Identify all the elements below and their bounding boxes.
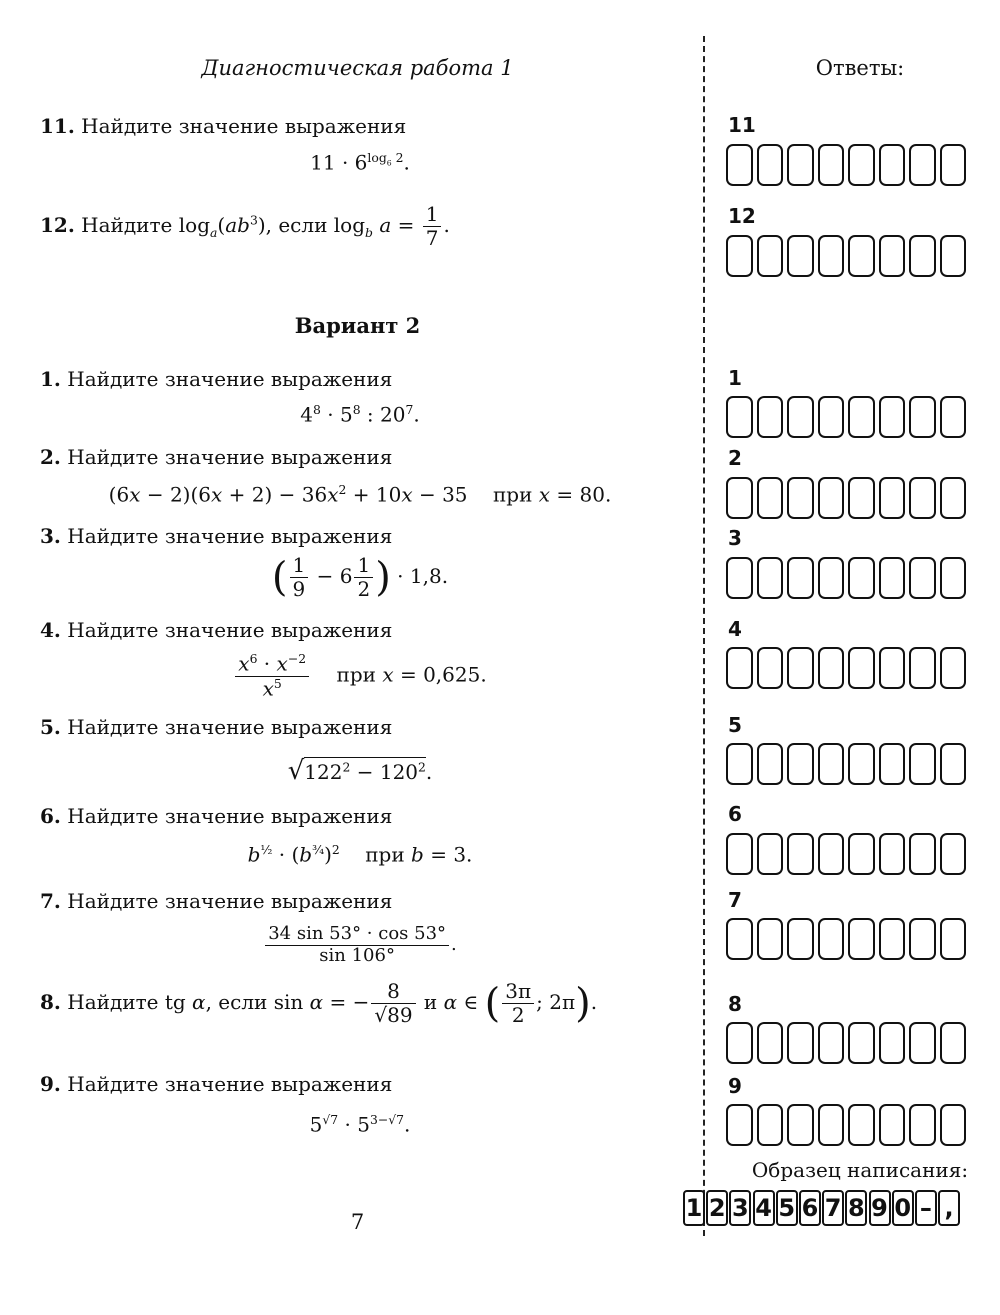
answer-cell[interactable] [879,1104,906,1146]
answer-field-12[interactable] [726,235,970,277]
answer-field-2[interactable] [726,477,970,519]
answer-cell[interactable] [787,833,814,875]
answer-cell[interactable] [787,144,814,186]
answer-cell[interactable] [909,1104,936,1146]
answer-cell[interactable] [879,235,906,277]
answer-cell[interactable] [879,396,906,438]
answer-label: 6 [728,802,742,826]
answer-cell[interactable] [848,1104,875,1146]
answer-cell[interactable] [909,144,936,186]
answer-cell[interactable] [757,144,784,186]
answer-cell[interactable] [940,144,967,186]
answer-cell[interactable] [818,557,845,599]
problem-number: 11. [40,114,75,138]
answer-cell[interactable] [757,1022,784,1064]
problem-text: Найдите значение выражения [67,804,393,828]
problem-text: Найдите значение выражения [67,445,393,469]
answer-cell[interactable] [818,396,845,438]
problem-text: Найдите значение выражения [67,889,393,913]
problem-number: 12. [40,213,75,237]
dashed-divider [703,36,705,1236]
answer-cell[interactable] [726,1022,753,1064]
sample-title: Образец написания: [751,1158,969,1182]
answer-cell[interactable] [848,396,875,438]
answer-label: 7 [728,888,742,912]
answer-cell[interactable] [757,1104,784,1146]
sample-glyph: , [938,1190,960,1226]
answer-cell[interactable] [787,918,814,960]
answer-cell[interactable] [818,918,845,960]
answer-cell[interactable] [879,743,906,785]
answer-cell[interactable] [726,557,753,599]
answer-cell[interactable] [818,235,845,277]
sample-glyph: 9 [869,1190,891,1226]
answer-cell[interactable] [757,918,784,960]
answer-cell[interactable] [879,1022,906,1064]
answer-cell[interactable] [848,647,875,689]
answer-label: 8 [728,992,742,1016]
problem-text: Найдите значение выражения [67,367,393,391]
answer-cell[interactable] [757,743,784,785]
answer-cell[interactable] [879,557,906,599]
sample-digits [683,1190,961,1226]
answer-cell[interactable] [909,1022,936,1064]
answer-label: 9 [728,1074,742,1098]
answer-cell[interactable] [726,647,753,689]
answer-cell[interactable] [879,833,906,875]
problem-9-expression: $5^{√7} \cdot 5^{3-√7}$. [309,1112,411,1137]
answer-label: 5 [728,713,742,737]
answer-label: 12 [728,204,756,228]
answer-field-7[interactable] [726,918,970,960]
problem-9 [40,1072,392,1096]
answer-cell[interactable] [787,1104,814,1146]
answer-cell[interactable] [787,396,814,438]
answer-field-9[interactable] [726,1104,970,1146]
answer-cell[interactable] [787,477,814,519]
answer-cell[interactable] [909,833,936,875]
answer-cell[interactable] [726,1104,753,1146]
answer-cell[interactable] [909,647,936,689]
problem-text: Найдите значение выражения [67,524,393,548]
answer-label: 4 [728,617,742,641]
answer-cell[interactable] [909,477,936,519]
page-number: 7 [350,1210,365,1234]
sample-glyph: 0 [892,1190,914,1226]
answer-cell[interactable] [818,477,845,519]
answer-cell[interactable] [757,235,784,277]
answer-cell[interactable] [940,918,967,960]
answer-field-3[interactable] [726,557,970,599]
answer-cell[interactable] [879,918,906,960]
answer-cell[interactable] [940,1022,967,1064]
answer-cell[interactable] [848,144,875,186]
answer-cell[interactable] [726,743,753,785]
answer-cell[interactable] [909,235,936,277]
problem-number: 8. [40,990,61,1014]
answer-field-6[interactable] [726,833,970,875]
answer-cell[interactable] [940,647,967,689]
sample-glyph: 8 [845,1190,867,1226]
problem-number: 4. [40,618,61,642]
problem-6-expression: $b^{\frac{1}{2}} \cdot (b^{\frac{3}{4}})^2$ при b = 3. [247,842,473,867]
answer-cell[interactable] [726,396,753,438]
problem-6 [40,804,392,828]
answer-cell[interactable] [879,477,906,519]
answer-cell[interactable] [848,743,875,785]
answer-cell[interactable] [848,477,875,519]
answer-cell[interactable] [940,396,967,438]
problem-11-expression: $11 \cdot 6^{log_6 2}$. [310,150,410,175]
answer-field-4[interactable] [726,647,970,689]
answer-cell[interactable] [940,1104,967,1146]
answer-cell[interactable] [940,235,967,277]
problem-number: 5. [40,715,61,739]
answer-cell[interactable] [818,647,845,689]
answer-cell[interactable] [757,647,784,689]
problem-5-expression: $√122^2 - 120^2$. [287,756,433,786]
sample-glyph: 5 [776,1190,798,1226]
sample-glyph: 4 [753,1190,775,1226]
answer-cell[interactable] [909,743,936,785]
problem-number: 7. [40,889,61,913]
answer-cell[interactable] [787,235,814,277]
problem-4-expression: $\frac{x^6 \cdot x^{-2}}{x^5}$ при x = 0,625. [40,652,680,700]
answer-cell[interactable] [757,833,784,875]
problem-12: 12. Найдите $\log_a(ab^3)$, если $\log_b a$ = $\frac{1}{7}$ . [40,202,450,250]
problem-number: 9. [40,1072,61,1096]
answer-cell[interactable] [848,235,875,277]
problem-text: Найдите значение выражения [67,715,393,739]
answer-cell[interactable] [879,144,906,186]
problem-number: 6. [40,804,61,828]
answer-cell[interactable] [940,743,967,785]
problem-1 [40,367,392,391]
sample-glyph: 3 [729,1190,751,1226]
problem-8: 8. Найдите tg α, если sin α = − $\frac{8}{√89}$ и α ∈ ( $\frac{3\pi}{2}$ ; 2π). [40,979,598,1027]
answer-label: 1 [728,366,742,390]
answer-cell[interactable] [848,833,875,875]
answer-label: 2 [728,446,742,470]
answer-cell[interactable] [909,918,936,960]
answers-title: Ответы: [815,56,905,80]
answer-cell[interactable] [787,557,814,599]
problem-2-expression: $(6x - 2)(6x + 2) - 36x^2 + 10x - 35$ при x = 80. [108,482,612,507]
answer-cell[interactable] [848,1022,875,1064]
answer-cell[interactable] [818,833,845,875]
problem-11 [40,114,406,138]
answer-cell[interactable] [818,1104,845,1146]
answer-cell[interactable] [909,396,936,438]
answer-cell[interactable] [757,396,784,438]
answer-cell[interactable] [940,477,967,519]
answer-cell[interactable] [940,833,967,875]
problem-7 [40,889,392,913]
answer-cell[interactable] [726,833,753,875]
page-header: Диагностическая работа 1 [201,56,514,80]
answer-cell[interactable] [787,647,814,689]
answer-cell[interactable] [848,918,875,960]
problem-1-expression: $4^8 \cdot 5^8$ : $20^7$. [300,402,420,427]
sample-glyph: 6 [799,1190,821,1226]
answer-cell[interactable] [940,557,967,599]
problem-3-expression: ( $\frac{1}{9}$ − 6 $\frac{1}{2}$ ) · 1,8. [271,553,449,601]
answer-cell[interactable] [787,743,814,785]
answer-label: 11 [728,113,756,137]
answer-cell[interactable] [818,144,845,186]
answer-cell[interactable] [909,557,936,599]
problem-number: 2. [40,445,61,469]
sample-glyph: 7 [822,1190,844,1226]
answer-field-8[interactable] [726,1022,970,1064]
answer-cell[interactable] [879,647,906,689]
answer-cell[interactable] [726,235,753,277]
problem-3 [40,524,392,548]
answer-cell[interactable] [726,477,753,519]
answer-cell[interactable] [848,557,875,599]
sample-glyph: 2 [706,1190,728,1226]
problem-text: Найдите значение выражения [67,618,393,642]
answer-cell[interactable] [818,1022,845,1064]
answer-cell[interactable] [726,144,753,186]
answer-cell[interactable] [818,743,845,785]
problem-number: 3. [40,524,61,548]
answer-field-11[interactable] [726,144,970,186]
answer-cell[interactable] [757,477,784,519]
variant-title: Вариант 2 [294,313,421,338]
answer-cell[interactable] [726,918,753,960]
answer-field-5[interactable] [726,743,970,785]
problem-5 [40,715,392,739]
answer-field-1[interactable] [726,396,970,438]
sample-glyph: 1 [683,1190,705,1226]
problem-text: Найдите значение выражения [67,1072,393,1096]
problem-text: Найдите значение выражения [81,114,407,138]
answer-label: 3 [728,526,742,550]
problem-4 [40,618,392,642]
problem-7-expression: $\frac{34 \sin 53^\circ \cdot \cos 53^\circ}{\sin 106^\circ}$ . [40,924,680,966]
answer-cell[interactable] [757,557,784,599]
problem-number: 1. [40,367,61,391]
problem-2 [40,445,392,469]
sample-glyph: – [915,1190,937,1226]
answer-cell[interactable] [787,1022,814,1064]
